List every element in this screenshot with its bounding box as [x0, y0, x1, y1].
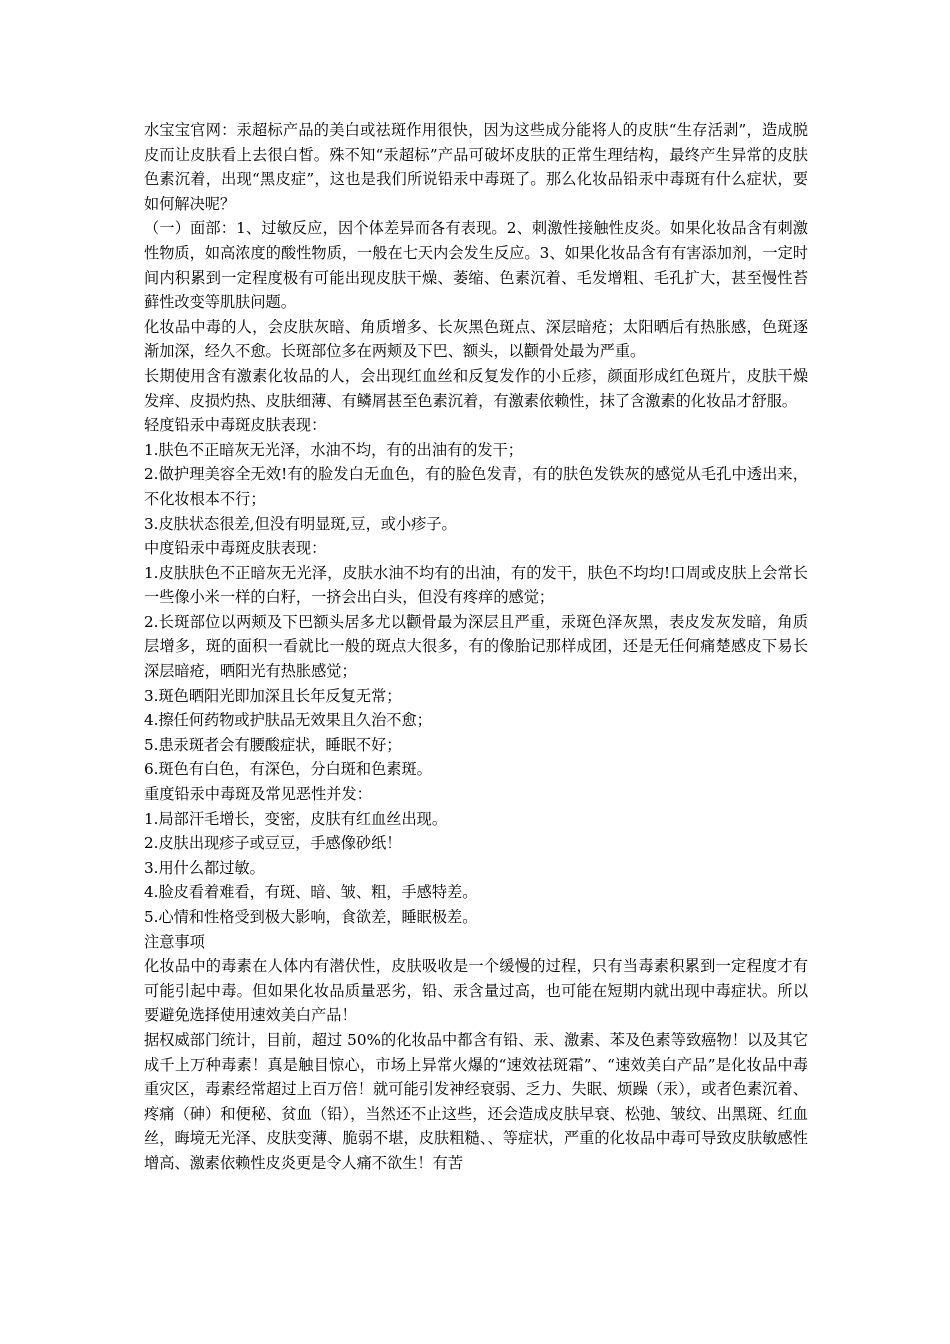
severe-item: 2.皮肤出现疹子或豆豆，手感像砂纸！ — [144, 834, 402, 853]
face-symptoms-paragraph: （一）面部：1、过敏反应，因个体差异而各有表现。2、刺激性接触性皮炎。如果化妆品含有刺激性物质，如高浓度的酸性物质，一般在七天内会发生反应。3、如果化妆品含有有害添加剂，一定时间内积累到一定程度极有可能出现皮肤干燥、萎缩、色素沉着、毛发增粗、毛孔扩大，甚至慢性苔藓性改变等肌肤问题。 — [144, 219, 808, 312]
moderate-item: 3.斑色晒阳光即加深且长年反复无常； — [144, 686, 402, 705]
moderate-item: 1.皮肤肤色不正暗灰无光泽，皮肤水油不均有的出油，有的发干，肤色不均均!口周或皮肤上会常长一些像小米一样的白籽，一挤会出白头，但没有疼痒的感觉； — [144, 563, 808, 607]
notes-heading: 注意事项 — [144, 932, 205, 951]
mild-item: 3.皮肤状态很差,但没有明显斑,豆，或小疹子。 — [144, 514, 457, 533]
moderate-item: 5.患汞斑者会有腰酸症状，睡眠不好； — [144, 735, 402, 754]
severe-item: 5.心情和性格受到极大影响，食欲差，睡眠极差。 — [144, 908, 478, 926]
intro-paragraph: 水宝宝官网：汞超标产品的美白或祛斑作用很快，因为这些成分能将人的皮肤“生存活剥”，造成脱皮而让皮肤看上去很白皙。殊不知“汞超标”产品可破坏皮肤的正常生理结构，最终产生异常的皮肤色素沉着，出现“黑皮症”，这也是我们所说铅汞中毒斑了。那么化妆品铅汞中毒斑有什么症状，要如何解决呢？ — [144, 121, 808, 213]
statistics-paragraph: 据权威部门统计，目前，超过 50%的化妆品中都含有铅、汞、激素、苯及色素等致癌物！以及其它成千上万种毒素！真是触目惊心，市场上异常火爆的“速效祛斑霜”、“速效美白产品”是化妆品中毒重灾区，毒素经常超过上百万倍！就可能引发神经衰弱、乏力、失眠、烦躁（汞），或者色素沉着、疼痛（砷）和便秘、贫血（铅），当然还不止这些，还会造成皮肤早衰、松弛、皱纹、出黑斑、红血丝，晦境无光泽、皮肤变薄、脆弱不堪，皮肤粗糙、、等症状，严重的化妆品中毒可导致皮肤敏感性增高、激素依赖性皮炎更是令人痛不欲生！有苦 — [144, 1030, 808, 1172]
document-body — [144, 118, 808, 1176]
poisoning-signs-paragraph: 化妆品中毒的人，会皮肤灰暗、角质增多、长灰黑色斑点、深层暗疮；太阳晒后有热胀感，色斑逐渐加深，经久不愈。长斑部位多在两颊及下巴、额头，以颧骨处最为严重。 — [144, 317, 808, 361]
moderate-item: 2.长斑部位以两颊及下巴额头居多尤以颧骨最为深层且严重，汞斑色泽灰黑，表皮发灰发暗，角质层增多，斑的面积一看就比一般的斑点大很多，有的像胎记那样成团，还是无任何痛楚感皮下易长深层暗疮，晒阳光有热胀感觉； — [144, 612, 808, 681]
moderate-item: 4.擦任何药物或护肤品无效果且久治不愈； — [144, 711, 432, 730]
mild-item: 2.做护理美容全无效!有的脸发白无血色，有的脸色发青，有的肤色发铁灰的感觉从毛孔中透出来，不化妆根本不行； — [144, 465, 808, 508]
moderate-item: 6.斑色有白色，有深色，分白斑和色素斑。 — [144, 760, 432, 779]
severe-item: 3.用什么都过敏。 — [144, 858, 265, 877]
moderate-heading: 中度铅汞中毒斑皮肤表现： — [144, 539, 327, 558]
mild-heading: 轻度铅汞中毒斑皮肤表现： — [144, 416, 327, 435]
severe-heading: 重度铅汞中毒斑及常见恶性并发： — [144, 785, 372, 804]
mild-item: 1.肤色不正暗灰无光泽，水油不均，有的出油有的发干； — [144, 440, 523, 459]
notes-paragraph: 化妆品中的毒素在人体内有潜伏性，皮肤吸收是一个缓慢的过程，只有当毒素积累到一定程度才有可能引起中毒。但如果化妆品质量恶劣，铅、汞含量过高，也可能在短期内就出现中毒症状。所以要避免选择使用速效美白产品！ — [144, 957, 808, 1025]
severe-item: 4.脸皮看着难看，有斑、暗、皱、粗，手感特差。 — [144, 883, 478, 902]
hormone-paragraph: 长期使用含有激素化妆品的人，会出现红血丝和反复发作的小丘疹，颜面形成红色斑片，皮肤干燥发痒、皮损灼热、皮肤细薄、有鳞屑甚至色素沉着，有激素依赖性，抹了含激素的化妆品才舒服。 — [144, 366, 808, 410]
severe-item: 1.局部汗毛增长，变密，皮肤有红血丝出现。 — [144, 809, 448, 828]
